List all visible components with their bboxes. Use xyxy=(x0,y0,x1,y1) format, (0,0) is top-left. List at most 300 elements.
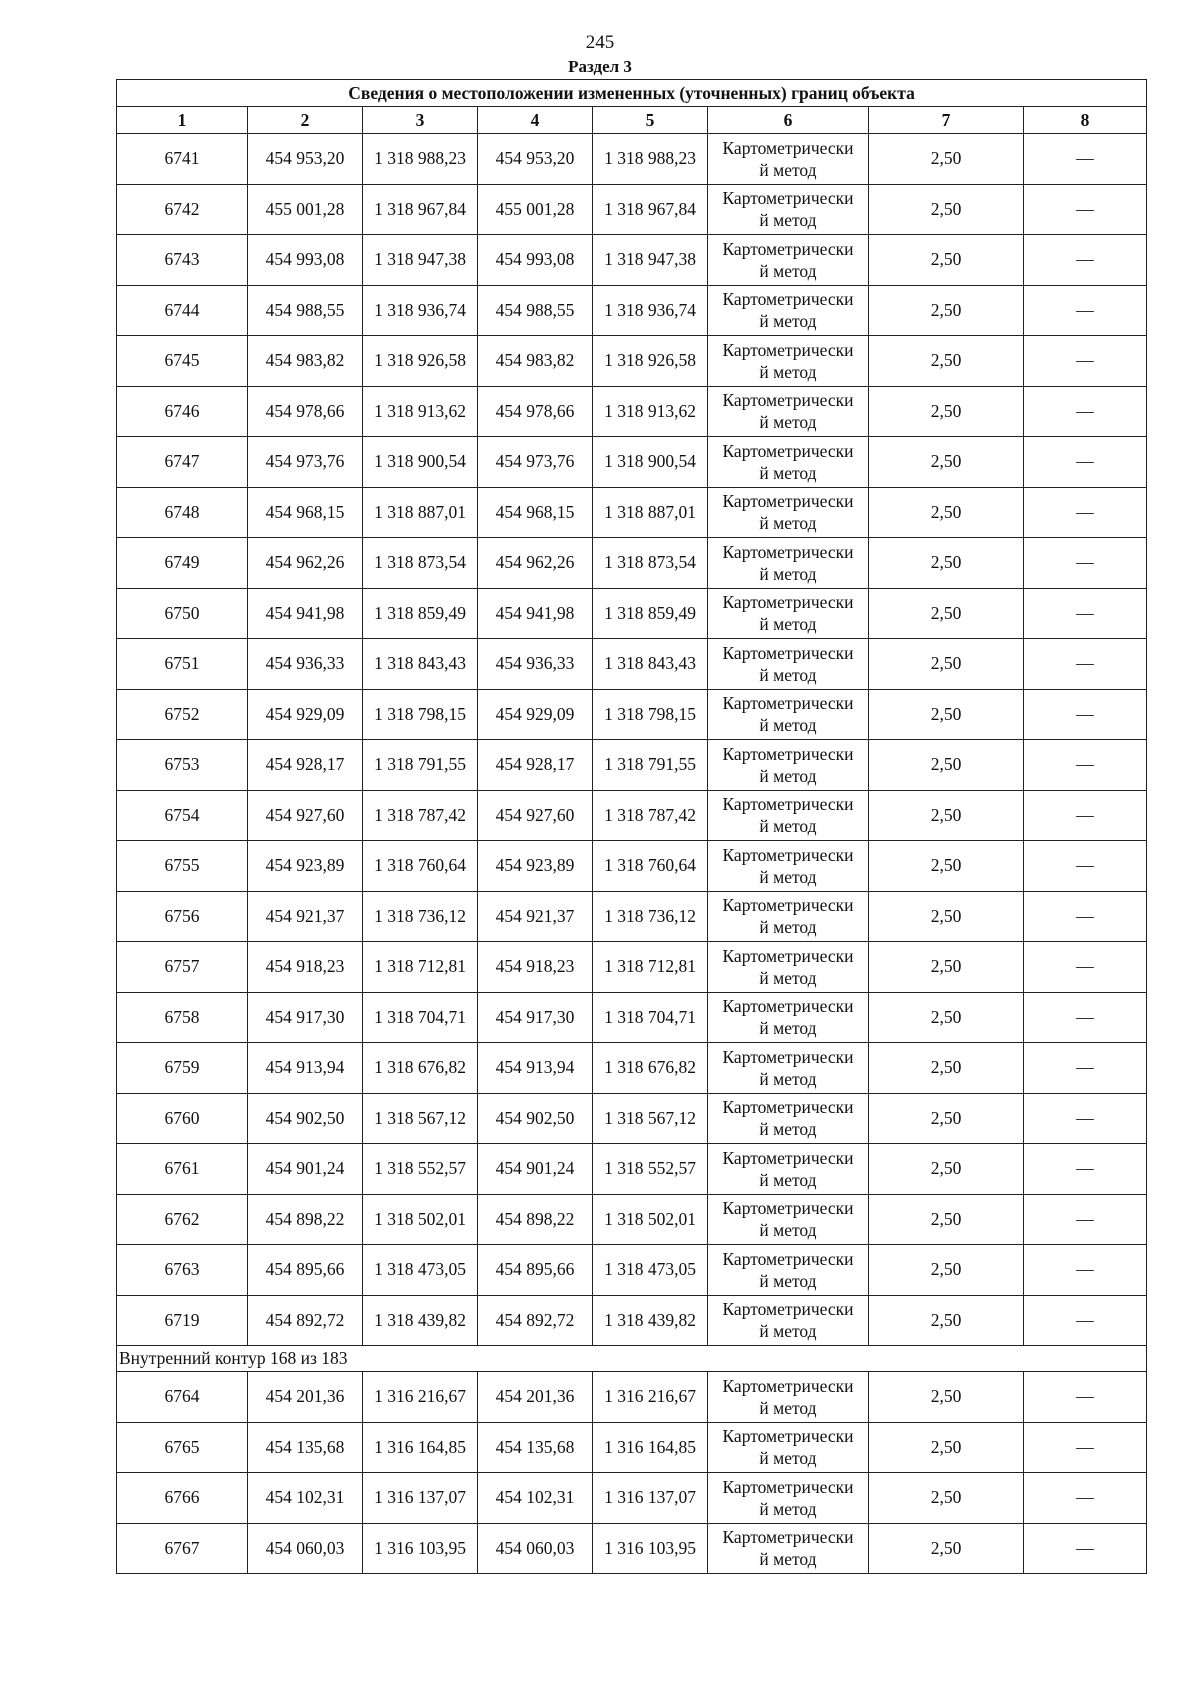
method-text-line: Картометрически xyxy=(722,945,854,966)
method-cell xyxy=(708,689,869,740)
description-cell: — xyxy=(1024,588,1147,639)
x-refined-cell: 454 102,31 xyxy=(478,1473,593,1524)
method-text-line: Картометрически xyxy=(722,1375,854,1396)
method-text-line: й метод xyxy=(759,412,817,433)
method-cell xyxy=(708,1144,869,1195)
x-existing-cell: 454 968,15 xyxy=(248,487,363,538)
table-body-inner-contour xyxy=(117,1372,1147,1574)
x-existing-cell: 454 892,72 xyxy=(248,1295,363,1346)
accuracy-cell: 2,50 xyxy=(869,790,1024,841)
y-refined-cell: 1 318 913,62 xyxy=(593,386,708,437)
point-number-cell: 6744 xyxy=(117,285,248,336)
table-row xyxy=(117,184,1147,235)
table-row xyxy=(117,437,1147,488)
accuracy-cell: 2,50 xyxy=(869,992,1024,1043)
y-existing-cell: 1 318 967,84 xyxy=(363,184,478,235)
y-refined-cell: 1 318 704,71 xyxy=(593,992,708,1043)
method-cell xyxy=(708,1245,869,1296)
y-existing-cell: 1 318 704,71 xyxy=(363,992,478,1043)
y-existing-cell: 1 318 873,54 xyxy=(363,538,478,589)
x-refined-cell: 454 918,23 xyxy=(478,942,593,993)
x-refined-cell: 454 917,30 xyxy=(478,992,593,1043)
x-refined-cell: 454 978,66 xyxy=(478,386,593,437)
accuracy-cell: 2,50 xyxy=(869,1245,1024,1296)
method-cell xyxy=(708,639,869,690)
method-text-line: й метод xyxy=(759,1119,817,1140)
method-text-line: й метод xyxy=(759,563,817,584)
y-existing-cell: 1 318 567,12 xyxy=(363,1093,478,1144)
table-body-contour-label xyxy=(117,1346,1147,1372)
x-refined-cell: 454 941,98 xyxy=(478,588,593,639)
x-existing-cell: 454 941,98 xyxy=(248,588,363,639)
method-text-line: й метод xyxy=(759,260,817,281)
y-existing-cell: 1 318 913,62 xyxy=(363,386,478,437)
method-text-line: Картометрически xyxy=(722,188,854,209)
point-number-cell: 6741 xyxy=(117,134,248,185)
method-cell xyxy=(708,790,869,841)
x-existing-cell: 454 928,17 xyxy=(248,740,363,791)
x-refined-cell: 454 898,22 xyxy=(478,1194,593,1245)
x-existing-cell: 454 962,26 xyxy=(248,538,363,589)
table-row xyxy=(117,891,1147,942)
y-existing-cell: 1 318 439,82 xyxy=(363,1295,478,1346)
y-refined-cell: 1 318 967,84 xyxy=(593,184,708,235)
x-existing-cell: 454 923,89 xyxy=(248,841,363,892)
accuracy-cell: 2,50 xyxy=(869,487,1024,538)
description-cell: — xyxy=(1024,1043,1147,1094)
description-cell: — xyxy=(1024,639,1147,690)
method-text-line: й метод xyxy=(759,664,817,685)
method-cell xyxy=(708,487,869,538)
column-header: 8 xyxy=(1024,107,1147,134)
y-refined-cell: 1 318 712,81 xyxy=(593,942,708,993)
description-cell: — xyxy=(1024,942,1147,993)
table-row xyxy=(117,386,1147,437)
y-refined-cell: 1 318 843,43 xyxy=(593,639,708,690)
column-header: 4 xyxy=(478,107,593,134)
method-text-line: Картометрически xyxy=(722,1147,854,1168)
x-refined-cell: 455 001,28 xyxy=(478,184,593,235)
y-existing-cell: 1 318 791,55 xyxy=(363,740,478,791)
method-cell xyxy=(708,891,869,942)
description-cell: — xyxy=(1024,437,1147,488)
table-row xyxy=(117,1093,1147,1144)
x-existing-cell: 454 135,68 xyxy=(248,1422,363,1473)
y-refined-cell: 1 318 936,74 xyxy=(593,285,708,336)
x-refined-cell: 454 923,89 xyxy=(478,841,593,892)
x-existing-cell: 454 988,55 xyxy=(248,285,363,336)
method-text-line: й метод xyxy=(759,816,817,837)
x-refined-cell: 454 892,72 xyxy=(478,1295,593,1346)
x-refined-cell: 454 913,94 xyxy=(478,1043,593,1094)
method-text-line: й метод xyxy=(759,866,817,887)
x-refined-cell: 454 983,82 xyxy=(478,336,593,387)
point-number-cell: 6759 xyxy=(117,1043,248,1094)
table-row xyxy=(117,1473,1147,1524)
column-header-row xyxy=(117,107,1147,134)
method-text-line: й метод xyxy=(759,311,817,332)
method-text-line: Картометрически xyxy=(722,1527,854,1548)
method-text-line: Картометрически xyxy=(722,1248,854,1269)
y-refined-cell: 1 316 137,07 xyxy=(593,1473,708,1524)
method-cell xyxy=(708,184,869,235)
point-number-cell: 6748 xyxy=(117,487,248,538)
method-text-line: й метод xyxy=(759,462,817,483)
description-cell: — xyxy=(1024,336,1147,387)
y-existing-cell: 1 316 216,67 xyxy=(363,1372,478,1423)
x-existing-cell: 454 102,31 xyxy=(248,1473,363,1524)
table-row xyxy=(117,235,1147,286)
section-title: Раздел 3 xyxy=(568,57,632,76)
point-number-cell: 6755 xyxy=(117,841,248,892)
point-number-cell: 6765 xyxy=(117,1422,248,1473)
y-refined-cell: 1 318 552,57 xyxy=(593,1144,708,1195)
description-cell: — xyxy=(1024,386,1147,437)
x-existing-cell: 454 895,66 xyxy=(248,1245,363,1296)
method-text-line: й метод xyxy=(759,1498,817,1519)
column-header: 6 xyxy=(708,107,869,134)
y-existing-cell: 1 318 900,54 xyxy=(363,437,478,488)
description-cell: — xyxy=(1024,740,1147,791)
y-existing-cell: 1 316 103,95 xyxy=(363,1523,478,1574)
description-cell: — xyxy=(1024,1523,1147,1574)
table-row xyxy=(117,740,1147,791)
description-cell: — xyxy=(1024,1372,1147,1423)
method-text-line: Картометрически xyxy=(722,642,854,663)
description-cell: — xyxy=(1024,841,1147,892)
point-number-cell: 6746 xyxy=(117,386,248,437)
method-cell xyxy=(708,1194,869,1245)
description-cell: — xyxy=(1024,1144,1147,1195)
y-existing-cell: 1 316 137,07 xyxy=(363,1473,478,1524)
description-cell: — xyxy=(1024,184,1147,235)
method-text-line: й метод xyxy=(759,159,817,180)
description-cell: — xyxy=(1024,538,1147,589)
x-refined-cell: 454 060,03 xyxy=(478,1523,593,1574)
x-existing-cell: 454 902,50 xyxy=(248,1093,363,1144)
x-existing-cell: 454 901,24 xyxy=(248,1144,363,1195)
accuracy-cell: 2,50 xyxy=(869,891,1024,942)
method-cell xyxy=(708,942,869,993)
accuracy-cell: 2,50 xyxy=(869,1422,1024,1473)
y-refined-cell: 1 316 216,67 xyxy=(593,1372,708,1423)
table-row xyxy=(117,1194,1147,1245)
y-refined-cell: 1 318 439,82 xyxy=(593,1295,708,1346)
accuracy-cell: 2,50 xyxy=(869,538,1024,589)
x-refined-cell: 454 901,24 xyxy=(478,1144,593,1195)
accuracy-cell: 2,50 xyxy=(869,639,1024,690)
table-row xyxy=(117,336,1147,387)
description-cell: — xyxy=(1024,689,1147,740)
method-text-line: Картометрически xyxy=(722,1426,854,1447)
point-number-cell: 6764 xyxy=(117,1372,248,1423)
contour-label-row xyxy=(117,1346,1147,1372)
y-existing-cell: 1 318 676,82 xyxy=(363,1043,478,1094)
method-text-line: Картометрически xyxy=(722,440,854,461)
point-number-cell: 6762 xyxy=(117,1194,248,1245)
y-existing-cell: 1 318 760,64 xyxy=(363,841,478,892)
method-cell xyxy=(708,1422,869,1473)
accuracy-cell: 2,50 xyxy=(869,1295,1024,1346)
accuracy-cell: 2,50 xyxy=(869,386,1024,437)
x-existing-cell: 454 953,20 xyxy=(248,134,363,185)
x-existing-cell: 454 936,33 xyxy=(248,639,363,690)
column-header: 7 xyxy=(869,107,1024,134)
description-cell: — xyxy=(1024,992,1147,1043)
x-existing-cell: 454 973,76 xyxy=(248,437,363,488)
y-existing-cell: 1 318 798,15 xyxy=(363,689,478,740)
table-caption-row xyxy=(117,80,1147,107)
y-existing-cell: 1 316 164,85 xyxy=(363,1422,478,1473)
method-text-line: й метод xyxy=(759,1448,817,1469)
x-existing-cell: 454 917,30 xyxy=(248,992,363,1043)
y-refined-cell: 1 318 988,23 xyxy=(593,134,708,185)
method-text-line: й метод xyxy=(759,1270,817,1291)
method-text-line: Картометрически xyxy=(722,1299,854,1320)
point-number-cell: 6758 xyxy=(117,992,248,1043)
accuracy-cell: 2,50 xyxy=(869,285,1024,336)
y-refined-cell: 1 318 900,54 xyxy=(593,437,708,488)
method-text-line: Картометрически xyxy=(722,491,854,512)
y-existing-cell: 1 318 859,49 xyxy=(363,588,478,639)
point-number-cell: 6749 xyxy=(117,538,248,589)
x-existing-cell: 454 898,22 xyxy=(248,1194,363,1245)
point-number-cell: 6761 xyxy=(117,1144,248,1195)
x-refined-cell: 454 928,17 xyxy=(478,740,593,791)
y-existing-cell: 1 318 473,05 xyxy=(363,1245,478,1296)
point-number-cell: 6753 xyxy=(117,740,248,791)
accuracy-cell: 2,50 xyxy=(869,588,1024,639)
x-existing-cell: 454 929,09 xyxy=(248,689,363,740)
accuracy-cell: 2,50 xyxy=(869,841,1024,892)
y-refined-cell: 1 318 791,55 xyxy=(593,740,708,791)
x-refined-cell: 454 927,60 xyxy=(478,790,593,841)
table-row xyxy=(117,1523,1147,1574)
accuracy-cell: 2,50 xyxy=(869,184,1024,235)
method-text-line: Картометрически xyxy=(722,541,854,562)
table-row xyxy=(117,1422,1147,1473)
accuracy-cell: 2,50 xyxy=(869,1523,1024,1574)
method-text-line: Картометрически xyxy=(722,844,854,865)
y-existing-cell: 1 318 926,58 xyxy=(363,336,478,387)
y-existing-cell: 1 318 936,74 xyxy=(363,285,478,336)
description-cell: — xyxy=(1024,1422,1147,1473)
method-text-line: й метод xyxy=(759,765,817,786)
method-text-line: й метод xyxy=(759,1169,817,1190)
method-text-line: Картометрически xyxy=(722,1046,854,1067)
method-text-line: Картометрически xyxy=(722,1198,854,1219)
description-cell: — xyxy=(1024,790,1147,841)
x-refined-cell: 454 921,37 xyxy=(478,891,593,942)
method-cell xyxy=(708,588,869,639)
y-refined-cell: 1 318 787,42 xyxy=(593,790,708,841)
y-refined-cell: 1 318 926,58 xyxy=(593,336,708,387)
table-row xyxy=(117,689,1147,740)
point-number-cell: 6763 xyxy=(117,1245,248,1296)
method-text-line: й метод xyxy=(759,917,817,938)
table-row xyxy=(117,1295,1147,1346)
method-text-line: Картометрически xyxy=(722,794,854,815)
point-number-cell: 6747 xyxy=(117,437,248,488)
description-cell: — xyxy=(1024,1093,1147,1144)
table-row xyxy=(117,942,1147,993)
y-refined-cell: 1 318 947,38 xyxy=(593,235,708,286)
x-refined-cell: 454 936,33 xyxy=(478,639,593,690)
column-header: 1 xyxy=(117,107,248,134)
method-text-line: й метод xyxy=(759,1321,817,1342)
y-refined-cell: 1 318 859,49 xyxy=(593,588,708,639)
table-body-outer-contour xyxy=(117,134,1147,1346)
method-cell xyxy=(708,235,869,286)
table-row xyxy=(117,538,1147,589)
point-number-cell: 6756 xyxy=(117,891,248,942)
x-refined-cell: 454 929,09 xyxy=(478,689,593,740)
point-number-cell: 6752 xyxy=(117,689,248,740)
method-cell xyxy=(708,1523,869,1574)
y-refined-cell: 1 316 103,95 xyxy=(593,1523,708,1574)
accuracy-cell: 2,50 xyxy=(869,1194,1024,1245)
method-text-line: Картометрически xyxy=(722,238,854,259)
method-cell xyxy=(708,1372,869,1423)
method-cell xyxy=(708,134,869,185)
y-existing-cell: 1 318 787,42 xyxy=(363,790,478,841)
point-number-cell: 6757 xyxy=(117,942,248,993)
accuracy-cell: 2,50 xyxy=(869,437,1024,488)
x-existing-cell: 454 913,94 xyxy=(248,1043,363,1094)
method-cell xyxy=(708,336,869,387)
method-text-line: й метод xyxy=(759,1549,817,1570)
accuracy-cell: 2,50 xyxy=(869,1372,1024,1423)
point-number-cell: 6743 xyxy=(117,235,248,286)
y-refined-cell: 1 318 887,01 xyxy=(593,487,708,538)
y-refined-cell: 1 318 736,12 xyxy=(593,891,708,942)
point-number-cell: 6766 xyxy=(117,1473,248,1524)
y-existing-cell: 1 318 736,12 xyxy=(363,891,478,942)
method-text-line: й метод xyxy=(759,513,817,534)
method-text-line: й метод xyxy=(759,1220,817,1241)
accuracy-cell: 2,50 xyxy=(869,1473,1024,1524)
contour-label: Внутренний контур 168 из 183 xyxy=(117,1346,1147,1372)
x-refined-cell: 454 902,50 xyxy=(478,1093,593,1144)
y-existing-cell: 1 318 552,57 xyxy=(363,1144,478,1195)
method-text-line: Картометрически xyxy=(722,137,854,158)
y-existing-cell: 1 318 502,01 xyxy=(363,1194,478,1245)
accuracy-cell: 2,50 xyxy=(869,1144,1024,1195)
table-row xyxy=(117,790,1147,841)
y-refined-cell: 1 318 760,64 xyxy=(593,841,708,892)
page-number: 245 xyxy=(585,32,615,53)
y-existing-cell: 1 318 947,38 xyxy=(363,235,478,286)
point-number-cell: 6760 xyxy=(117,1093,248,1144)
description-cell: — xyxy=(1024,1194,1147,1245)
description-cell: — xyxy=(1024,487,1147,538)
table-row xyxy=(117,841,1147,892)
method-cell xyxy=(708,437,869,488)
method-text-line: й метод xyxy=(759,361,817,382)
point-number-cell: 6719 xyxy=(117,1295,248,1346)
method-text-line: Картометрически xyxy=(722,1097,854,1118)
description-cell: — xyxy=(1024,1295,1147,1346)
table-row xyxy=(117,285,1147,336)
description-cell: — xyxy=(1024,134,1147,185)
method-text-line: Картометрически xyxy=(722,339,854,360)
y-refined-cell: 1 318 473,05 xyxy=(593,1245,708,1296)
method-text-line: й метод xyxy=(759,1018,817,1039)
table-row xyxy=(117,1372,1147,1423)
x-existing-cell: 454 927,60 xyxy=(248,790,363,841)
accuracy-cell: 2,50 xyxy=(869,942,1024,993)
x-existing-cell: 454 060,03 xyxy=(248,1523,363,1574)
description-cell: — xyxy=(1024,285,1147,336)
method-text-line: Картометрически xyxy=(722,996,854,1017)
method-cell xyxy=(708,538,869,589)
method-cell xyxy=(708,1043,869,1094)
y-existing-cell: 1 318 887,01 xyxy=(363,487,478,538)
x-existing-cell: 454 201,36 xyxy=(248,1372,363,1423)
description-cell: — xyxy=(1024,1245,1147,1296)
method-text-line: й метод xyxy=(759,614,817,635)
x-refined-cell: 454 988,55 xyxy=(478,285,593,336)
method-cell xyxy=(708,1093,869,1144)
column-header: 3 xyxy=(363,107,478,134)
x-existing-cell: 454 921,37 xyxy=(248,891,363,942)
column-header: 2 xyxy=(248,107,363,134)
accuracy-cell: 2,50 xyxy=(869,1093,1024,1144)
x-refined-cell: 454 993,08 xyxy=(478,235,593,286)
accuracy-cell: 2,50 xyxy=(869,740,1024,791)
method-text-line: й метод xyxy=(759,1068,817,1089)
point-number-cell: 6751 xyxy=(117,639,248,690)
y-existing-cell: 1 318 843,43 xyxy=(363,639,478,690)
table-caption: Сведения о местоположении измененных (уточненных) границ объекта xyxy=(117,80,1147,107)
point-number-cell: 6745 xyxy=(117,336,248,387)
table-row xyxy=(117,1144,1147,1195)
table-row xyxy=(117,639,1147,690)
y-existing-cell: 1 318 712,81 xyxy=(363,942,478,993)
method-cell xyxy=(708,386,869,437)
method-cell xyxy=(708,1295,869,1346)
y-refined-cell: 1 316 164,85 xyxy=(593,1422,708,1473)
x-existing-cell: 454 983,82 xyxy=(248,336,363,387)
x-refined-cell: 454 201,36 xyxy=(478,1372,593,1423)
description-cell: — xyxy=(1024,1473,1147,1524)
y-refined-cell: 1 318 502,01 xyxy=(593,1194,708,1245)
y-refined-cell: 1 318 873,54 xyxy=(593,538,708,589)
table-row xyxy=(117,134,1147,185)
method-cell xyxy=(708,841,869,892)
x-refined-cell: 454 968,15 xyxy=(478,487,593,538)
table-row xyxy=(117,1245,1147,1296)
method-cell xyxy=(708,992,869,1043)
table-row xyxy=(117,992,1147,1043)
accuracy-cell: 2,50 xyxy=(869,689,1024,740)
method-text-line: й метод xyxy=(759,715,817,736)
method-cell xyxy=(708,1473,869,1524)
method-text-line: Картометрически xyxy=(722,693,854,714)
table-row xyxy=(117,487,1147,538)
y-refined-cell: 1 318 567,12 xyxy=(593,1093,708,1144)
x-existing-cell: 454 993,08 xyxy=(248,235,363,286)
x-refined-cell: 454 135,68 xyxy=(478,1422,593,1473)
point-number-cell: 6767 xyxy=(117,1523,248,1574)
method-text-line: й метод xyxy=(759,210,817,231)
method-text-line: Картометрически xyxy=(722,390,854,411)
y-refined-cell: 1 318 676,82 xyxy=(593,1043,708,1094)
x-refined-cell: 454 895,66 xyxy=(478,1245,593,1296)
point-number-cell: 6742 xyxy=(117,184,248,235)
method-text-line: й метод xyxy=(759,1397,817,1418)
method-cell xyxy=(708,740,869,791)
